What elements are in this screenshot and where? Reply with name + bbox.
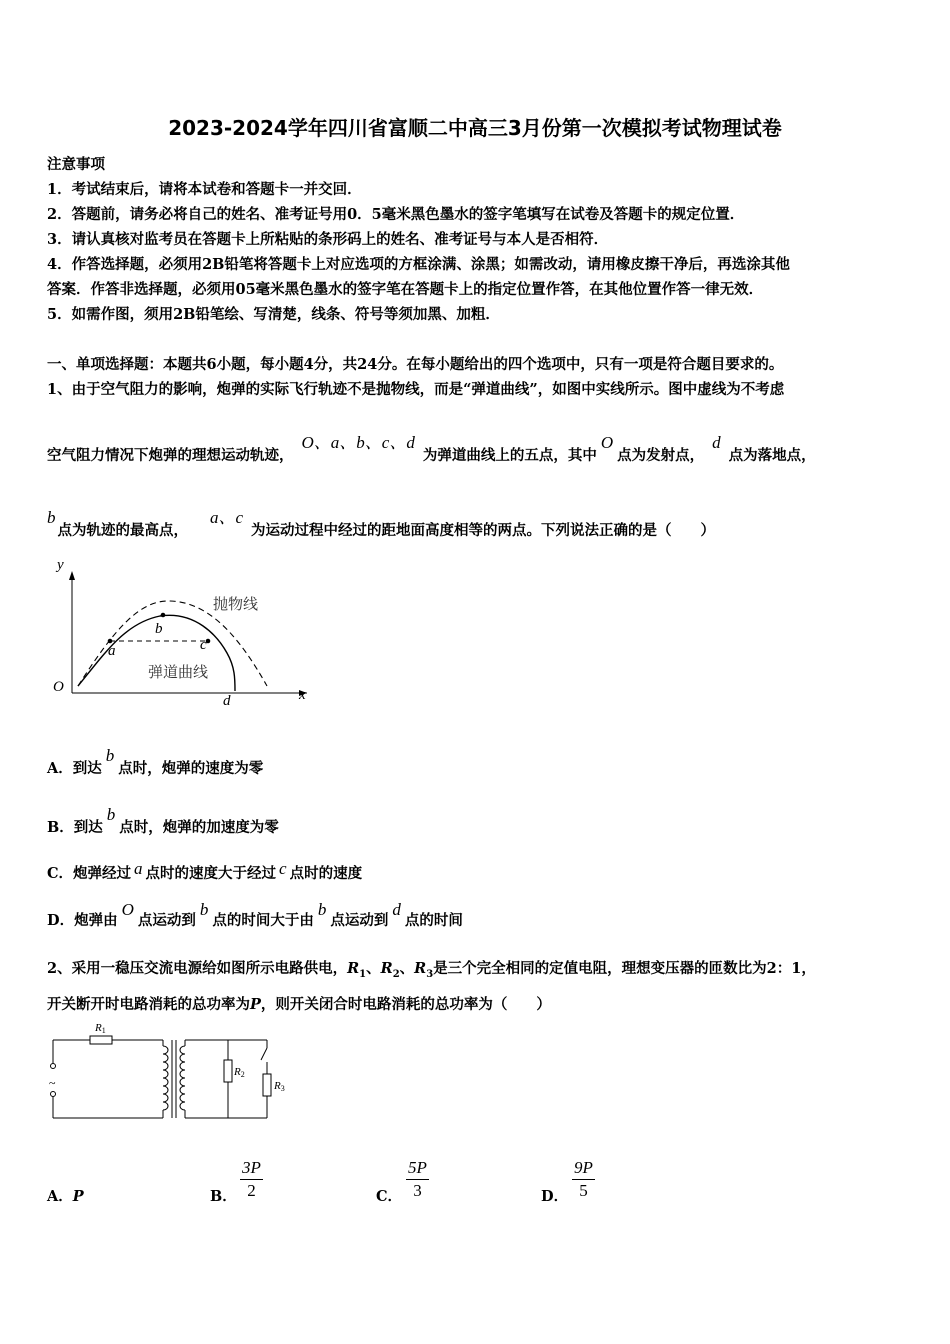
secondary-coil: [180, 1046, 185, 1110]
q2-option-a[interactable]: [47, 1185, 84, 1206]
q1-text: 点为落地点，: [728, 447, 816, 464]
label-a: a: [108, 643, 116, 659]
option-math: a: [134, 859, 143, 878]
separator: 、: [399, 960, 415, 977]
fraction-numerator: 9P: [574, 1158, 593, 1177]
section-heading: 一、单项选择题：本题共6小题，每小题4分，共24分。在每小题给出的四个选项中，只有一项是符合题目要求的。: [47, 356, 784, 373]
q1-stem-line3: [47, 508, 716, 540]
option-math: b: [199, 900, 209, 919]
option-math: O: [121, 900, 134, 919]
fraction-bar: [572, 1179, 595, 1180]
resistor-r2: [224, 1060, 232, 1082]
separator: 、: [366, 960, 381, 977]
fraction-bar: [240, 1179, 263, 1180]
notice-item: 答案．作答非选择题，必须用05毫米黑色墨水的签字笔在答题卡上的指定位置作答，在其他位置作答一律无效．: [47, 281, 764, 298]
primary-coil: [163, 1046, 168, 1110]
y-axis-arrow: [69, 571, 75, 580]
q1-option-b[interactable]: [47, 805, 279, 837]
notice-item: 1．考试结束后，请将本试卷和答题卡一并交回．: [47, 181, 362, 198]
q1-trajectory-figure: [45, 553, 320, 708]
option-text: 点的时间: [404, 912, 463, 929]
resistor-r3: [263, 1074, 271, 1096]
q1-math-points: O、a、b、c、d: [301, 433, 415, 452]
source-terminal: [51, 1064, 56, 1069]
q1-stem-line2: [47, 433, 816, 465]
q1-text: 为运动过程中经过的距地面高度相等的两点。下列说法正确的是（ ）: [251, 522, 716, 539]
notice-item: 2．答题前，请务必将自己的姓名、准考证号用0．5毫米黑色墨水的签字笔填写在试卷及答题卡的规定位置．: [47, 206, 745, 223]
fraction-numerator: 5P: [408, 1158, 427, 1177]
point-b: [161, 613, 166, 618]
option-text: 点时，炮弹的加速度为零: [119, 819, 279, 836]
q2-option-c-fraction: [406, 1158, 429, 1201]
q2-option-d-label[interactable]: D．: [541, 1188, 569, 1205]
y-axis-label: y: [57, 557, 64, 573]
label-b: b: [155, 621, 163, 637]
option-text: 点运动到: [137, 912, 196, 929]
option-text: D．炮弹由: [47, 912, 118, 929]
page-title: 2023-2024学年四川省富顺二中高三3月份第一次模拟考试物理试卷: [168, 116, 782, 140]
origin-label: O: [53, 679, 64, 695]
notice-item: 5．如需作图，须用2B铅笔绘、写清楚，线条、符号等须加黑、加粗．: [47, 306, 500, 323]
parabola-label: 抛物线: [213, 597, 259, 613]
q1-text: 为弹道曲线上的五点，其中: [422, 447, 597, 464]
q1-text: 空气阻力情况下炮弹的理想运动轨迹，: [47, 447, 294, 464]
option-text: 点时的速度大于经过: [145, 865, 277, 882]
q2-text: ，则开关闭合时电路消耗的总功率为（ ）: [260, 996, 551, 1013]
resistor-r1: [90, 1036, 112, 1044]
option-text: B．到达: [47, 819, 103, 836]
label-d: d: [223, 693, 231, 708]
r3-symbol: $R_3$: [414, 960, 434, 980]
q1-math-ac: a、c: [210, 508, 244, 527]
q2-option-c-label[interactable]: C．: [376, 1188, 403, 1205]
fraction-denominator: 2: [247, 1181, 256, 1200]
q2-option-b-fraction: [240, 1158, 263, 1201]
r1-label: R1: [95, 1022, 106, 1035]
q1-math-b: b: [47, 508, 56, 527]
q2-math-P: P: [250, 996, 261, 1013]
option-text: C．炮弹经过: [47, 865, 132, 882]
ac-source-symbol: ~: [49, 1076, 56, 1090]
option-text: 点时的速度: [289, 865, 363, 882]
fraction-numerator: 3P: [242, 1158, 261, 1177]
q2-circuit-diagram: [45, 1018, 300, 1128]
option-math: b: [106, 805, 116, 824]
notice-heading: 注意事项: [47, 156, 105, 173]
r2-label: R2: [234, 1066, 245, 1079]
option-value: P: [72, 1188, 84, 1205]
q2-option-d-fraction: [572, 1158, 595, 1201]
notice-item: 4．作答选择题，必须用2B铅笔将答题卡上对应选项的方框涂满、涂黑；如需改动，请用橡皮擦干净后，再选涂其他: [47, 256, 790, 273]
q1-math-d: d: [712, 433, 721, 452]
r1-symbol: $R_1$: [347, 960, 367, 980]
q2-stem-line1: [47, 957, 816, 980]
label-c: c: [200, 637, 207, 653]
option-math: b: [105, 746, 115, 765]
q2-text: 是三个完全相同的定值电阻，理想变压器的匝数比为2：1，: [433, 960, 816, 977]
option-math: d: [392, 900, 401, 919]
q1-math-O: O: [600, 433, 614, 452]
q2-text: 开关断开时电路消耗的总功率为: [47, 996, 250, 1013]
q2-text: 2、采用一稳压交流电源给如图所示电路供电，: [47, 960, 348, 977]
r3-label: R3: [274, 1080, 285, 1093]
switch[interactable]: [261, 1048, 267, 1060]
option-label: A．: [47, 1188, 73, 1205]
fraction-bar: [406, 1179, 429, 1180]
source-terminal: [51, 1092, 56, 1097]
r2-symbol: $R_2$: [380, 960, 400, 980]
option-text: 点的时间大于由: [212, 912, 314, 929]
notice-item: 3．请认真核对监考员在答题卡上所粘贴的条形码上的姓名、准考证号与本人是否相符．: [47, 231, 609, 248]
option-text: 点运动到: [330, 912, 389, 929]
q1-stem-line1: 1、由于空气阻力的影响，炮弹的实际飞行轨迹不是抛物线，而是“弹道曲线”，如图中实线所示。图中虚线为不考虑: [47, 381, 785, 398]
x-axis-label: x: [299, 687, 306, 703]
q2-option-b-label[interactable]: B．: [210, 1188, 237, 1205]
fraction-denominator: 3: [413, 1181, 422, 1200]
q2-stem-line2: [47, 993, 551, 1014]
q1-text: 点为发射点，: [617, 447, 705, 464]
ballistic-label: 弹道曲线: [148, 665, 209, 681]
option-text: 点时，炮弹的速度为零: [118, 760, 264, 777]
option-math: b: [317, 900, 327, 919]
option-math: c: [279, 859, 287, 878]
q1-text: 点为轨迹的最高点，: [57, 522, 188, 539]
fraction-denominator: 5: [579, 1181, 588, 1200]
q1-option-c[interactable]: [47, 859, 363, 883]
q1-option-d[interactable]: [47, 900, 463, 930]
option-text: A．到达: [47, 760, 102, 777]
q1-option-a[interactable]: [47, 746, 264, 778]
